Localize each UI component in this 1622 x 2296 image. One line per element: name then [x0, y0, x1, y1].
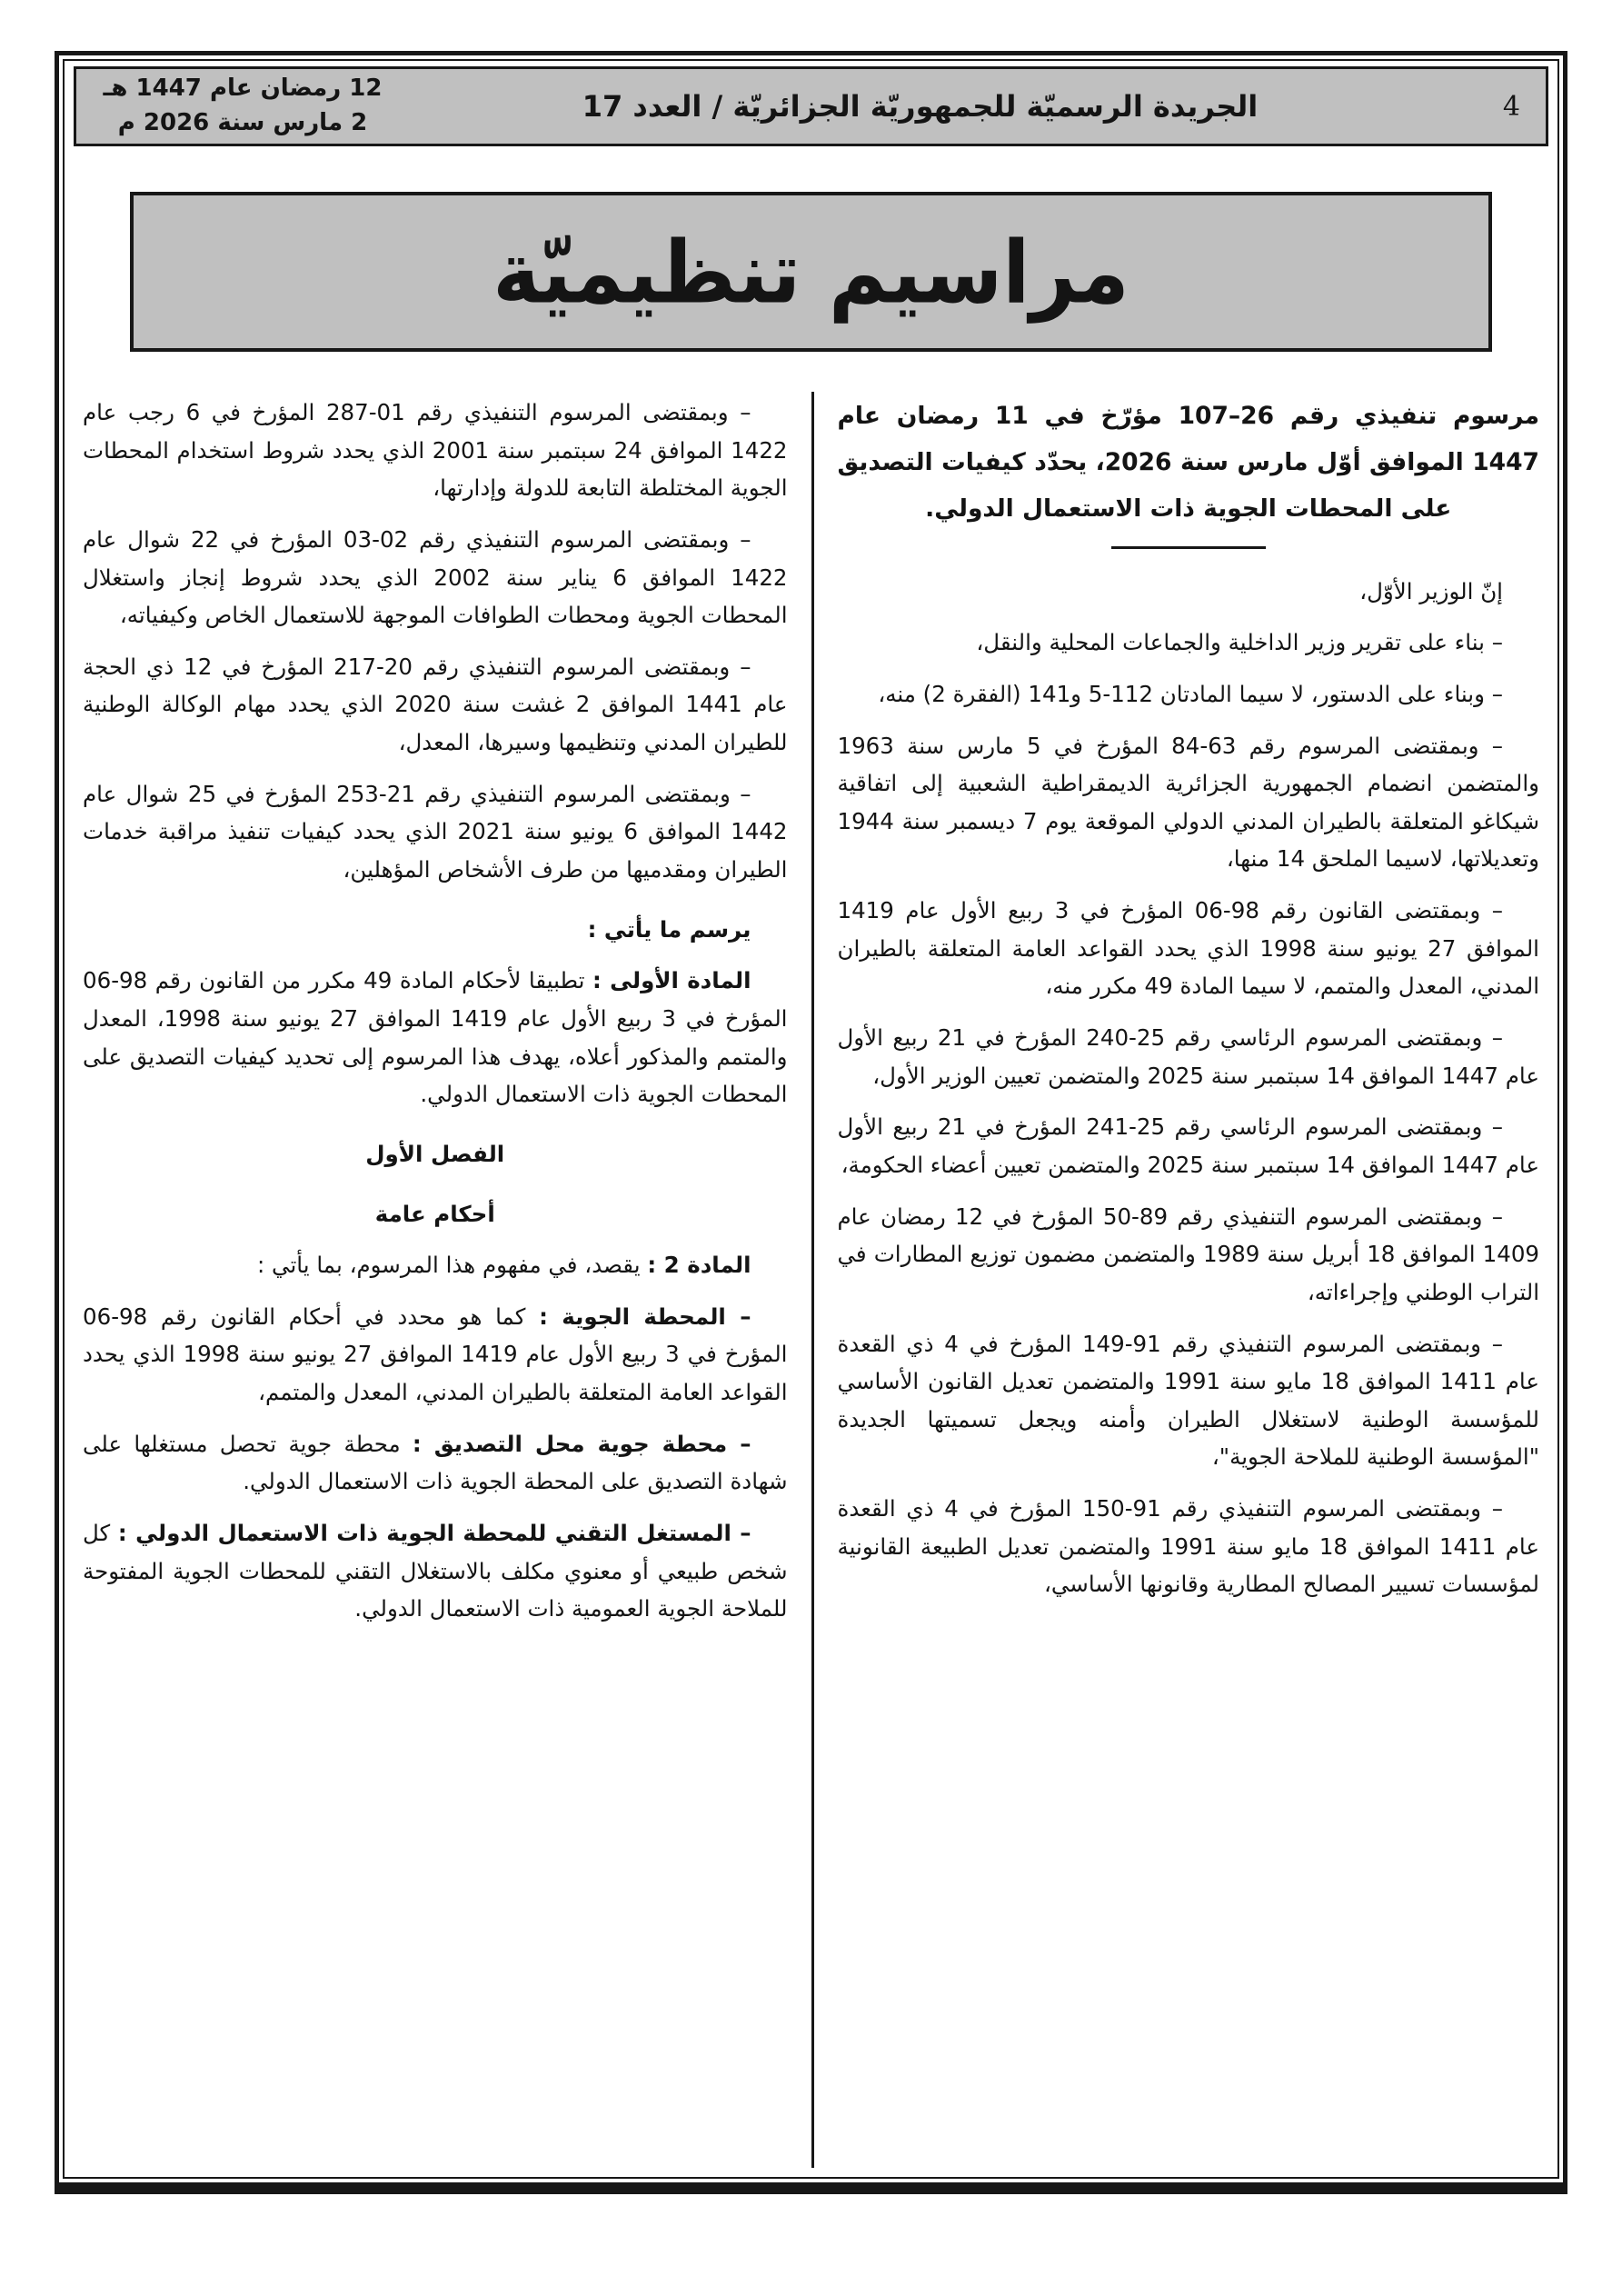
preamble-paragraph [83, 775, 788, 889]
preamble-paragraph [83, 521, 788, 634]
definition-text: محطة جوية تحصل مستغلها على شهادة التصديق على المحطة الجوية ذات الاستعمال الدولي. [83, 1430, 788, 1495]
preamble-paragraph [838, 675, 1540, 714]
date-hijri: 12 رمضان عام 1447 هـ [103, 75, 383, 103]
paragraph-text: – وبمقتضى المرسوم الرئاسي رقم 25-241 المؤرخ في 21 ربيع الأول عام 1447 الموافق 14 سبتمبر سنة 2025 والمتضمن تعيين أعضاء الحكومة، [837, 1113, 1539, 1178]
paragraph-text: – وبمقتضى المرسوم التنفيذي رقم 21-253 المؤرخ في 25 شوال عام 1442 الموافق 6 يونيو سنة 2021 الذي يحدد كيفيات تنفيذ مراقبة خدمات الطيران ومقدميها من طرف الأشخاص المؤهلين، [83, 780, 788, 883]
article-2-text: يقصد، في مفهوم هذا المرسوم، بما يأتي : [256, 1252, 648, 1279]
title-separator-rule [1111, 546, 1266, 549]
section-banner [130, 192, 1492, 352]
definition-text: كل شخص طبيعي أو معنوي مكلف بالاستغلال التقني للمحطات الجوية المفتوحة للملاحة الجوية العمومية ذات الاستعمال الدولي. [83, 1520, 788, 1622]
paragraph-text: – وبمقتضى المرسوم الرئاسي رقم 25-240 المؤرخ في 21 ربيع الأول عام 1447 الموافق 14 سبتمبر سنة 2025 والمتضمن تعيين الوزير الأول، [837, 1024, 1539, 1089]
definition-text: كما هو محدد في أحكام القانون رقم 98-06 المؤرخ في 3 ربيع الأول عام 1419 الموافق 27 يونيو سنة 1998 الذي يحدد القواعد العامة المتعلقة بالطيران المدني، المعدل والمتمم، [83, 1303, 788, 1406]
column-right [811, 392, 1549, 2168]
paragraph-text: – وبناء على الدستور، لا سيما المادتان 112-5 و141 (الفقرة 2) منه، [878, 680, 1503, 707]
masthead [74, 66, 1548, 146]
chapter-heading: الفصل الأول [365, 1140, 505, 1167]
preamble-paragraph [83, 648, 788, 762]
definition-term: – المستغل التقني للمحطة الجوية ذات الاستعمال الدولي : [117, 1520, 751, 1547]
article-2 [83, 1246, 788, 1284]
paragraph-text: – وبمقتضى المرسوم التنفيذي رقم 91-149 المؤرخ في 4 ذي القعدة عام 1411 الموافق 18 مايو سنة 1991 والمتضمن تعديل القانون الأساسي للمؤسسة الوطنية لاستغلال الطيران وأمنه ويجعل تسميتها الجديدة "المؤسسة الوطنية للملاحة الجوية"، [837, 1330, 1539, 1471]
paragraph-text: – وبمقتضى المرسوم التنفيذي رقم 01-287 المؤرخ في 6 رجب عام 1422 الموافق 24 سبتمبر سنة 2001 الذي يحدد شروط استخدام المحطات الجوية المختلطة التابعة للدولة وإدارتها، [83, 399, 788, 502]
definition-term: – المحطة الجوية : [539, 1303, 751, 1330]
page-frame-inner [63, 59, 1559, 2179]
paragraph-text: – بناء على تقرير وزير الداخلية والجماعات المحلية والنقل، [976, 629, 1503, 656]
paragraph-text: إنّ الوزير الأوّل، [1359, 577, 1503, 604]
definition-air-station [83, 1298, 788, 1412]
chapter-subheading: أحكام عامة [374, 1200, 495, 1227]
decree-body [74, 392, 1548, 2168]
paragraph-text: – وبمقتضى المرسوم التنفيذي رقم 20-217 المؤرخ في 12 ذي الحجة عام 1441 الموافق 2 غشت سنة 2020 الذي يحدد مهام الوكالة الوطنية للطيران المدني وتنظيمها وسيرها، المعدل، [83, 653, 788, 756]
paragraph-text: – وبمقتضى المرسوم رقم 63-84 المؤرخ في 5 مارس سنة 1963 والمتضمن انضمام الجمهورية الجزائرية الديمقراطية الشعبية إلى اتفاقية شيكاغو المتعلقة بالطيران المدني الدولي الموقعة يوم 7 ديسمبر سنة 1944 وتعديلاتها، لاسيما الملحق 14 منها، [837, 732, 1539, 873]
page-number: 4 [1502, 90, 1520, 123]
paragraph-text: – وبمقتضى القانون رقم 98-06 المؤرخ في 3 ربيع الأول عام 1419 الموافق 27 يونيو سنة 1998 الذي يحدد القواعد العامة المتعلقة بالطيران المدني، المعدل والمتمم، لا سيما المادة 49 مكرر منه، [837, 897, 1539, 1000]
paragraph-text: – وبمقتضى المرسوم التنفيذي رقم 89-50 المؤرخ في 12 رمضان عام 1409 الموافق 18 أبريل سنة 1989 والمتضمن مضمون توزيع المطارات في التراب الوطني وإجراءاته، [837, 1203, 1540, 1305]
preamble-paragraph [838, 1325, 1540, 1477]
enacting-formula: يرسم ما يأتي : [587, 915, 751, 943]
paragraph-text: – وبمقتضى المرسوم التنفيذي رقم 02-03 المؤرخ في 22 شوال عام 1422 الموافق 6 يناير سنة 2002 الذي يحدد شروط إنجاز واستغلال المحطات الجوية ومحطات الطوافات الموجهة للاستعمال الخاص وكيفياته، [83, 525, 788, 629]
definition-certified-station [83, 1425, 788, 1501]
preamble-paragraph [838, 1019, 1540, 1094]
preamble-paragraph [838, 727, 1540, 879]
paragraph-text: – وبمقتضى المرسوم التنفيذي رقم 91-150 المؤرخ في 4 ذي القعدة عام 1411 الموافق 18 مايو سنة 1991 والمتضمن تعديل الطبيعة القانونية لمؤسسات تسيير المصالح المطارية وقانونها الأساسي، [837, 1495, 1540, 1598]
article-1-text: تطبيقا لأحكام المادة 49 مكرر من القانون رقم 98-06 المؤرخ في 3 ربيع الأول عام 1419 الموافق 27 يونيو سنة 1998، المعدل والمتمم والمذكور أعلاه، يهدف هذا المرسوم إلى تحديد كيفيات التصديق على المحطات الجوية ذات الاستعمال الدولي. [83, 967, 788, 1108]
page-frame-outer [55, 51, 1567, 2194]
preamble-paragraph [838, 892, 1540, 1005]
definition-term: – محطة جوية محل التصديق : [412, 1430, 751, 1457]
article-1 [83, 962, 788, 1113]
preamble-paragraph [838, 1198, 1540, 1312]
preamble-paragraph [838, 1108, 1540, 1183]
preamble-opening [838, 573, 1540, 611]
date-gregorian: 2 مارس سنة 2026 م [117, 109, 368, 136]
journal-title: الجريدة الرسميّة للجمهوريّة الجزائريّة / العدد 17 [582, 89, 1259, 124]
column-left [74, 392, 811, 2168]
article-2-label: المادة 2 : [647, 1252, 751, 1279]
preamble-paragraph [838, 1490, 1540, 1603]
issue-dates [102, 72, 383, 140]
preamble-paragraph [838, 624, 1540, 662]
decree-title: مرسوم تنفيذي رقم 26–107 مؤرّخ في 11 رمضان عام 1447 الموافق أوّل مارس سنة 2026، يحدّد كيفيات التصديق على المحطات الجوية ذات الاستعمال الدولي. [837, 402, 1539, 523]
article-1-label: المادة الأولى : [592, 967, 751, 994]
section-banner-title: مراسيم تنظيميّة [493, 221, 1129, 323]
preamble-paragraph [83, 394, 788, 507]
definition-technical-operator [83, 1514, 788, 1628]
